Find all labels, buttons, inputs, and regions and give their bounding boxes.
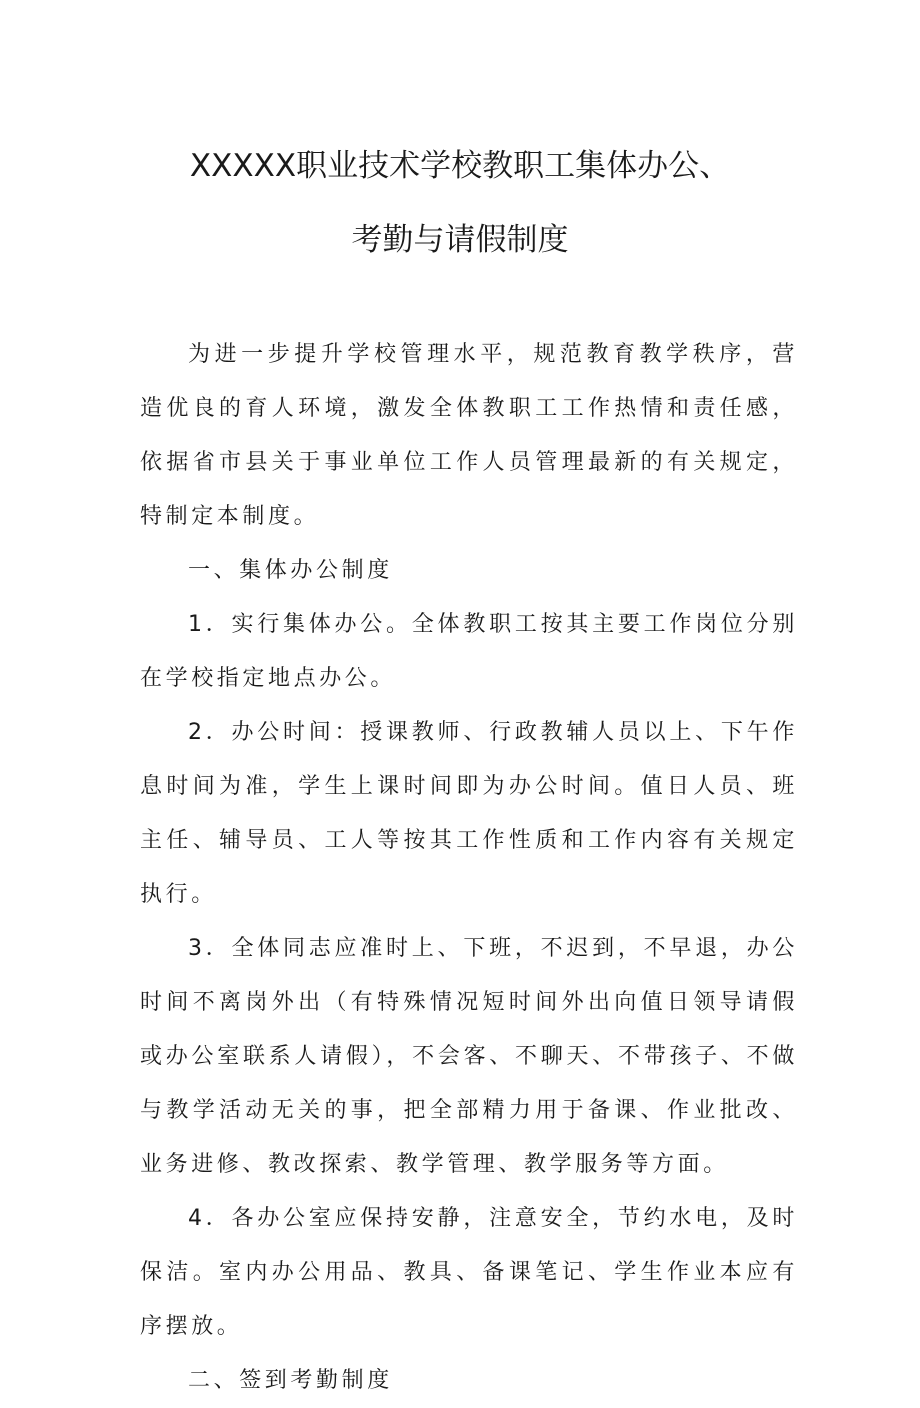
item-2-paragraph: 2．办公时间：授课教师、行政教辅人员以上、下午作息时间为准，学生上课时间即为办公时间。值日人员、班主任、辅导员、工人等按其工作性质和工作内容有关规定执行。 [140, 720, 798, 907]
item-1-paragraph: 1．实行集体办公。全体教职工按其主要工作岗位分别在学校指定地点办公。 [140, 612, 798, 691]
document-title-line-2: 考勤与请假制度 [351, 222, 569, 258]
section-2-heading: 二、签到考勤制度 [188, 1368, 393, 1393]
item-3-paragraph: 3．全体同志应准时上、下班，不迟到，不早退，办公时间不离岗外出（有特殊情况短时间外出向值日领导请假或办公室联系人请假），不会客、不聊天、不带孩子、不做与教学活动无关的事，把全部精力用于备课、作业批改、业务进修、教改探索、教学管理、教学服务等方面。 [140, 936, 798, 1177]
document-title-line-1: XXXXX职业技术学校教职工集体办公、 [189, 148, 731, 184]
item-4-paragraph: 4．各办公室应保持安静，注意安全，节约水电，及时保洁。室内办公用品、教具、备课笔记、学生作业本应有序摆放。 [140, 1206, 798, 1339]
document-body [140, 328, 798, 1408]
intro-paragraph: 为进一步提升学校管理水平，规范教育教学秩序，营造优良的育人环境，激发全体教职工工作热情和责任感，依据省市县关于事业单位工作人员管理最新的有关规定，特制定本制度。 [140, 342, 798, 529]
section-1-heading: 一、集体办公制度 [188, 558, 393, 583]
